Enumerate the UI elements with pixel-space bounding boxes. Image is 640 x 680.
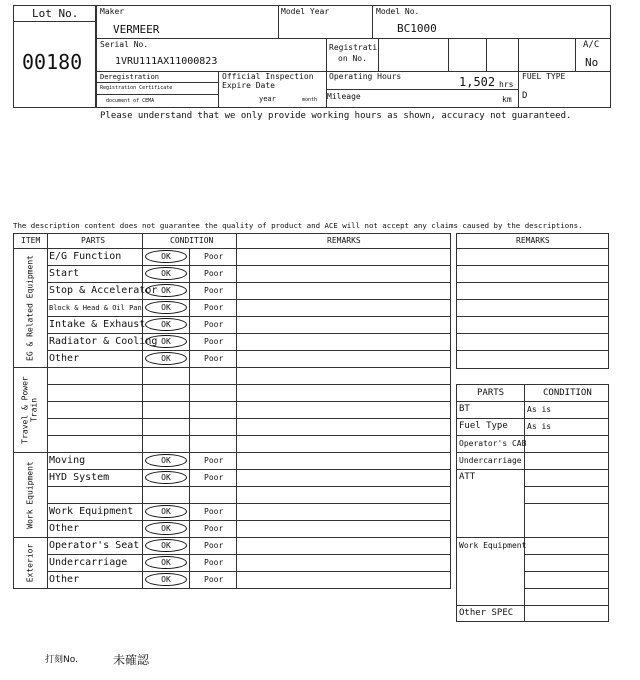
right-part-bt: BT — [459, 404, 470, 414]
right-other-spec-label: Other SPEC — [459, 608, 514, 618]
right-cond-bt: As is — [527, 405, 552, 414]
ok-label: OK — [161, 286, 171, 295]
ok-label: OK — [161, 303, 171, 312]
poor-label: Poor — [204, 252, 224, 261]
ok-label: OK — [161, 456, 171, 465]
fuel-type-label: FUEL TYPE — [522, 72, 566, 81]
ok-label: OK — [161, 507, 171, 516]
part-label: Moving — [49, 455, 86, 466]
ok-label: OK — [161, 473, 171, 482]
poor-label: Poor — [204, 303, 224, 312]
poor-label: Poor — [204, 558, 224, 567]
right-part-operator-cab: Operator's CAB — [459, 439, 527, 448]
stamp-value: 未確認 — [113, 653, 150, 667]
hours-note: Please understand that we only provide working hours as shown, accuracy not guaranteed. — [100, 111, 572, 121]
section-label-line2: Train — [29, 397, 38, 422]
ok-label: OK — [161, 320, 171, 329]
col-remarks: REMARKS — [327, 236, 361, 245]
right-part-fuel-type: Fuel Type — [459, 421, 508, 431]
poor-label: Poor — [204, 575, 224, 584]
part-label: Other — [49, 523, 80, 534]
expire-date-label: Expire Date — [222, 81, 275, 90]
year-label: year — [259, 95, 276, 103]
ok-label: OK — [161, 354, 171, 363]
registration-certificate-label: Registration Certificate — [100, 85, 173, 91]
registration-label-2: on No. — [338, 54, 367, 63]
ok-label: OK — [161, 541, 171, 550]
col-condition: CONDITION — [170, 236, 214, 245]
right-remarks-label: REMARKS — [516, 236, 550, 245]
km-label: km — [502, 95, 512, 104]
poor-label: Poor — [204, 286, 224, 295]
operating-hours-value: 1,502 — [459, 75, 496, 89]
poor-label: Poor — [204, 507, 224, 516]
right-part-undercarriage: Undercarriage — [459, 456, 522, 465]
poor-label: Poor — [204, 337, 224, 346]
part-label: E/G Function — [49, 251, 122, 262]
part-label: Undercarriage — [49, 557, 128, 568]
ok-label: OK — [161, 337, 171, 346]
ok-label: OK — [161, 252, 171, 261]
ok-label: OK — [161, 558, 171, 567]
poor-label: Poor — [204, 354, 224, 363]
section-label: Travel & Power — [20, 375, 29, 444]
poor-label: Poor — [204, 524, 224, 533]
fuel-type-value: D — [522, 91, 528, 101]
poor-label: Poor — [204, 320, 224, 329]
serial-value: 1VRU111AX11000823 — [115, 56, 218, 67]
operating-hours-label: Operating Hours — [329, 72, 402, 81]
model-no-value: BC1000 — [397, 22, 437, 35]
model-no-label: Model No. — [376, 7, 420, 16]
right-work-equipment-label: Work Equipment — [459, 541, 527, 550]
maker-value: VERMEER — [113, 23, 160, 36]
serial-label: Serial No. — [100, 40, 149, 49]
ok-label: OK — [161, 575, 171, 584]
part-label: Radiator & Cooling — [49, 336, 158, 347]
section-label: Work Equipment — [25, 460, 34, 529]
part-label: Operator's Seat — [49, 540, 140, 551]
month-label: month — [302, 97, 318, 103]
section-label: EG & Related Equipment — [25, 254, 34, 361]
col-parts: PARTS — [81, 236, 106, 245]
part-label: HYD System — [49, 472, 110, 483]
part-label: Start — [49, 268, 80, 279]
part-label: Block & Head & Oil Pan — [49, 304, 142, 312]
poor-label: Poor — [204, 473, 224, 482]
right-condition-label: CONDITION — [543, 388, 592, 398]
mileage-label: Mileage — [327, 92, 361, 101]
section-label: Exterior — [25, 543, 34, 582]
ok-label: OK — [161, 524, 171, 533]
part-label: Stop & Accelerator — [49, 285, 158, 296]
ok-label: OK — [161, 269, 171, 278]
col-item: ITEM — [21, 236, 41, 245]
poor-label: Poor — [204, 541, 224, 550]
right-att-label: ATT — [459, 472, 476, 482]
registration-label: Registrati — [329, 43, 378, 52]
model-year-label: Model Year — [281, 7, 330, 16]
remarks-box — [456, 233, 609, 369]
poor-label: Poor — [204, 456, 224, 465]
hrs-label: hrs — [499, 80, 514, 89]
poor-label: Poor — [204, 269, 224, 278]
disclaimer: The description content does not guarantee the quality of product and ACE will not accept any claims caused by the descriptions. — [13, 221, 583, 230]
ac-label: A/C — [583, 40, 600, 50]
lot-label: Lot No. — [32, 7, 79, 20]
deregistration-label: Deregistration — [100, 73, 160, 81]
stamp-label: 打刻No. — [45, 655, 78, 665]
part-label: Intake & Exhaust — [49, 319, 146, 330]
part-label: Other — [49, 574, 80, 585]
document-cema-label: document of CEMA — [106, 98, 155, 104]
ac-value: No — [585, 56, 599, 69]
maker-label: Maker — [100, 7, 125, 16]
right-cond-fuel-type: As is — [527, 422, 552, 431]
official-inspection-label: Official Inspection — [222, 72, 314, 81]
lot-number: 00180 — [22, 50, 83, 74]
right-parts-label: PARTS — [477, 388, 505, 398]
part-label: Work Equipment — [49, 506, 134, 517]
part-label: Other — [49, 353, 80, 364]
